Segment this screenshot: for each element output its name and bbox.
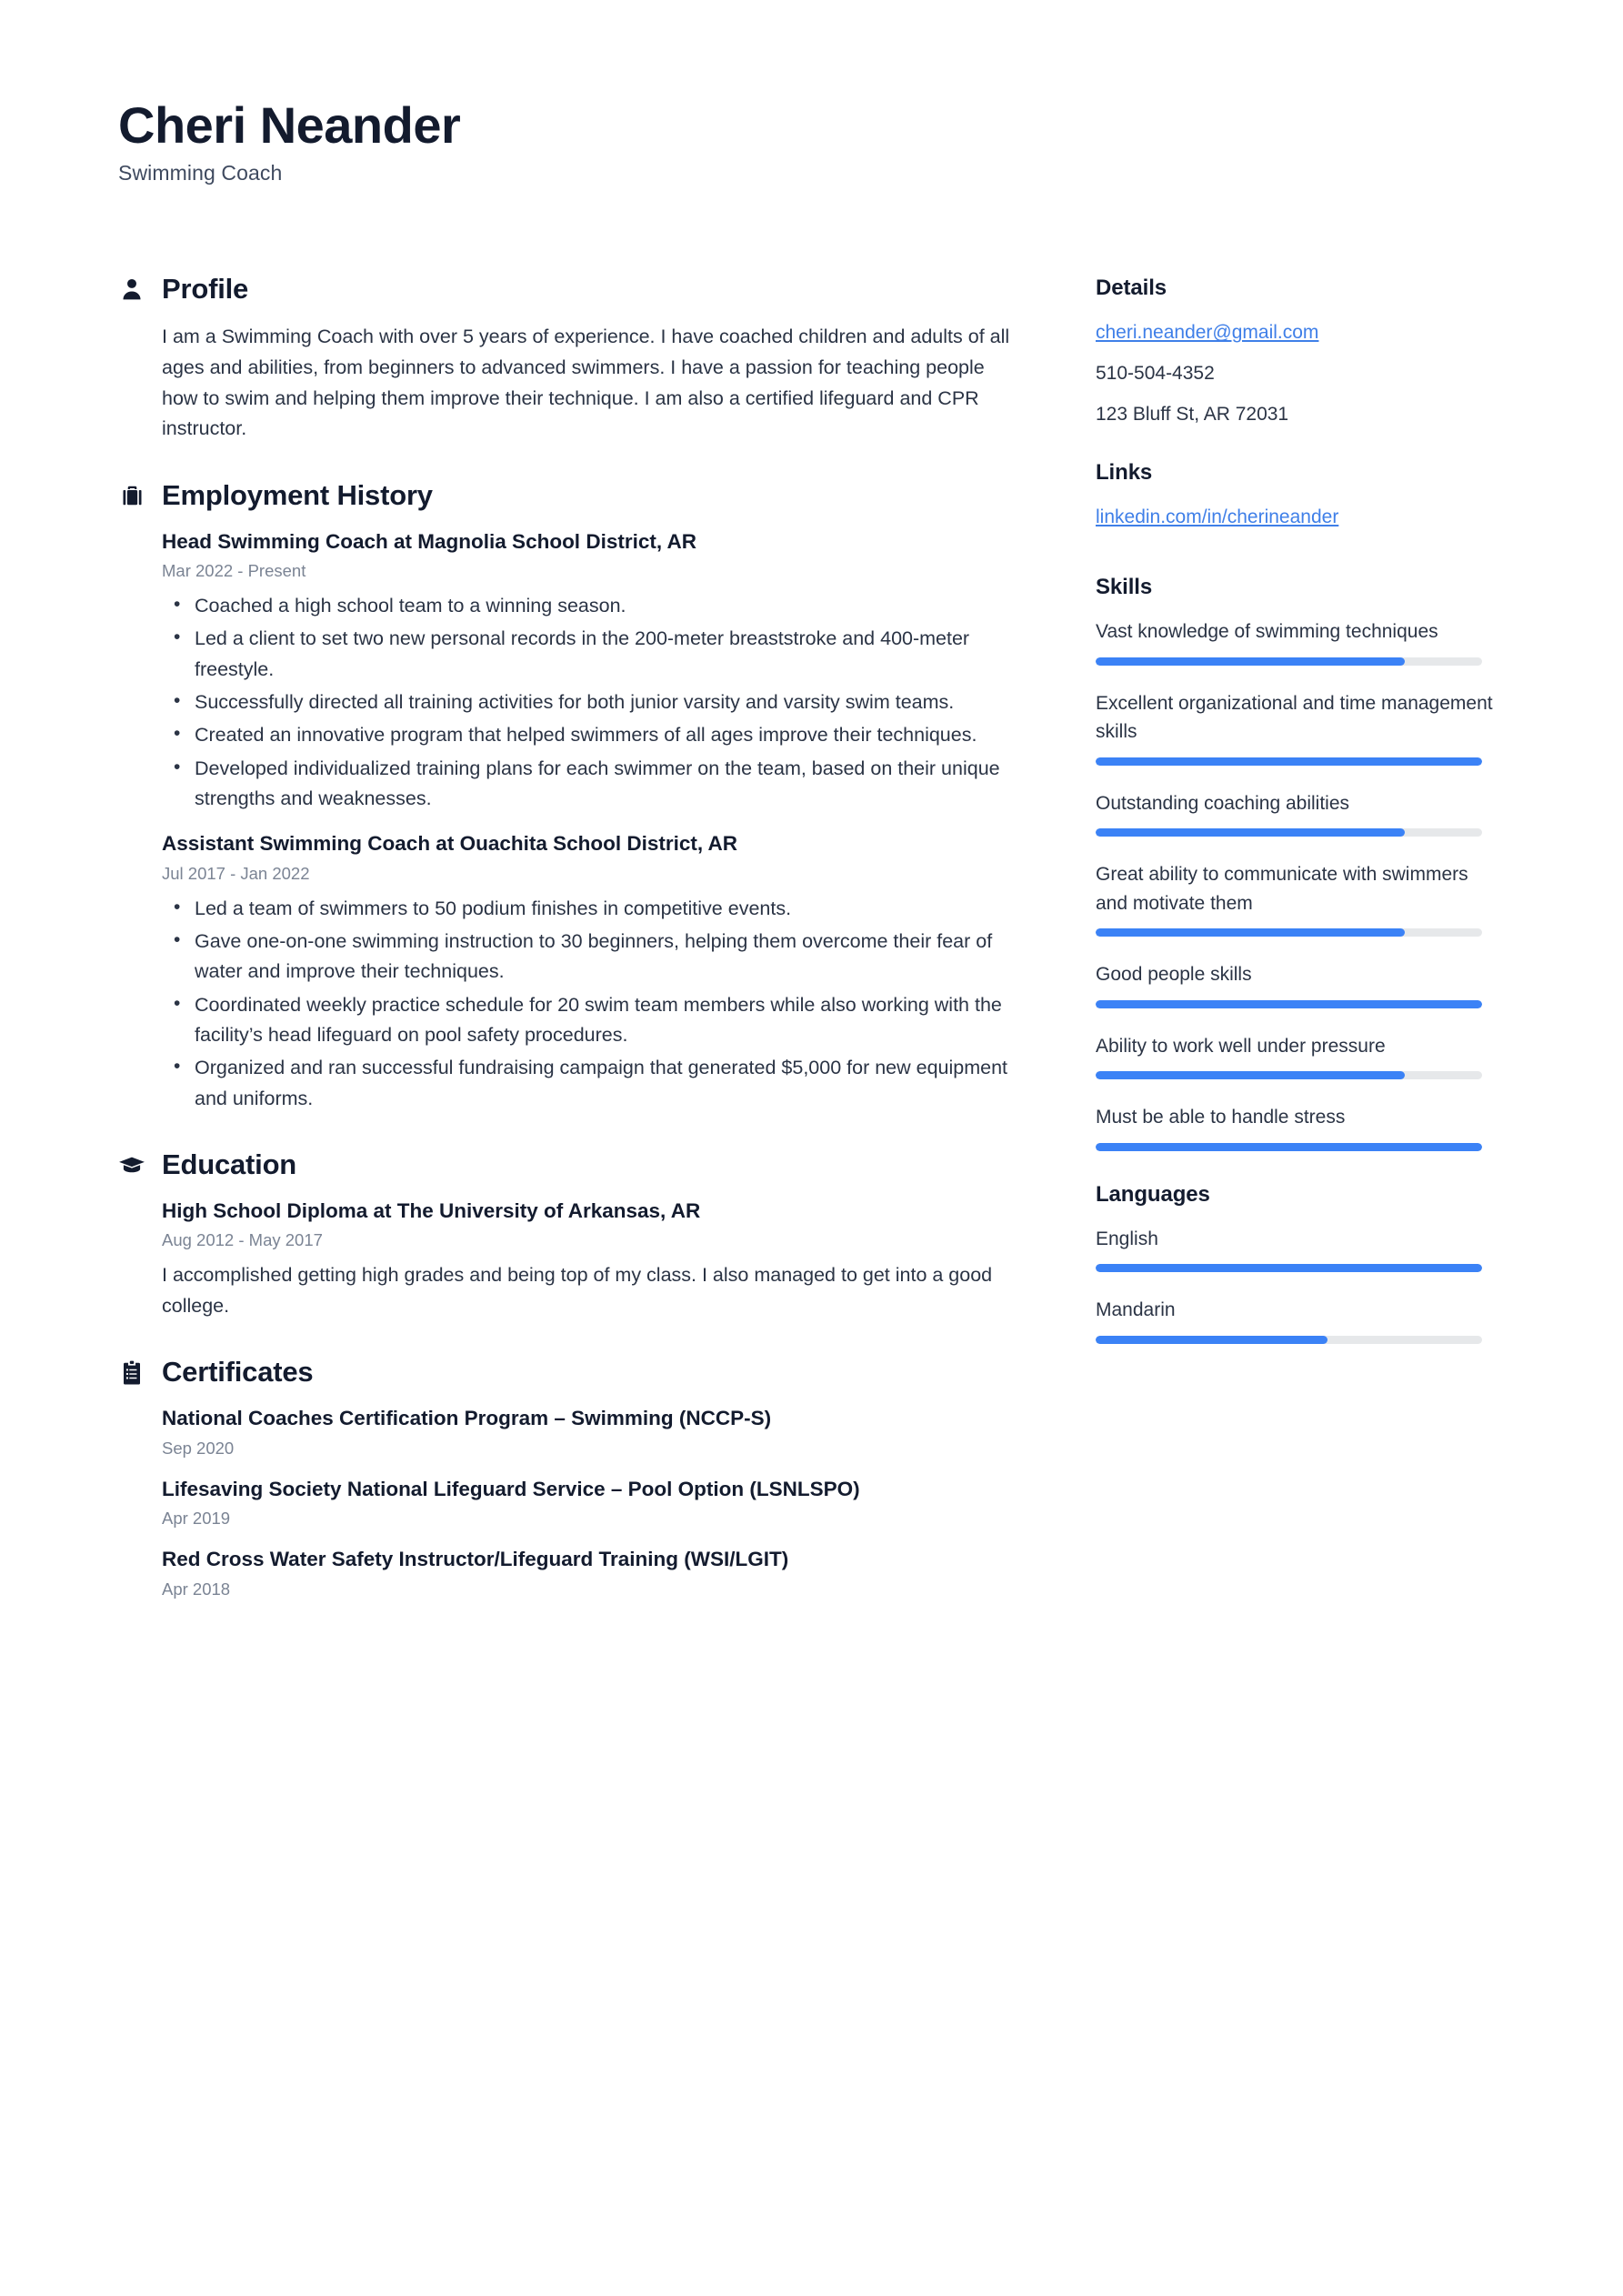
entry-date: Mar 2022 - Present [162,560,306,580]
employment-entry [162,830,1018,1114]
language-bar-fill [1096,1336,1327,1344]
section-employment-title: Employment History [162,478,433,511]
sidebar-details-title: Details [1096,276,1167,301]
resume-header [118,98,1514,185]
sidebar-section-links [1096,460,1496,544]
skill-label: Ability to work well under pressure [1096,1035,1386,1057]
skill-bar-fill [1096,1071,1405,1079]
sidebar-column [1096,273,1496,1374]
address: 123 Bluff St, AR 72031 [1096,404,1289,426]
entry-date: Sep 2020 [162,1438,235,1458]
language-bar-fill [1096,1264,1482,1272]
section-certificates [118,1356,1018,1599]
entry-date: Aug 2012 - May 2017 [162,1230,323,1250]
sidebar-section-skills [1096,575,1496,1151]
section-education-title: Education [162,1148,297,1180]
sidebar-skills-title: Skills [1096,575,1153,600]
entry-title: Lifesaving Society National Lifeguard Service – Pool Option (LSNLSPO) [162,1477,860,1500]
list-item: • Gave one-on-one swimming instruction to 30 beginners, helping them overcome their fear of water and improve their techniques. [162,927,1018,988]
certificate-entry [162,1546,1018,1599]
skill-bar-track [1096,828,1482,837]
skill-item [1096,789,1496,837]
skill-bar-track [1096,1143,1482,1151]
sidebar-section-languages [1096,1182,1496,1344]
graduation-cap-icon [118,1149,145,1180]
email-link[interactable]: cheri.neander@gmail.com [1096,322,1319,344]
skill-label: Good people skills [1096,964,1252,986]
page-title: Cheri Neander [118,96,461,154]
section-education-header [118,1148,1018,1181]
list-item: • Created an innovative program that helped swimmers of all ages improve their techniques. [162,720,1018,750]
certificate-entry [162,1476,1018,1529]
list-item: • Led a team of swimmers to 50 podium finishes in competitive events. [162,894,1018,924]
skill-label: Must be able to handle stress [1096,1107,1346,1128]
skill-bar-track [1096,757,1482,766]
entry-title: National Coaches Certification Program – Swimming (NCCP-S) [162,1407,772,1430]
entry-date: Apr 2018 [162,1579,231,1599]
section-certificates-body [118,1405,1018,1599]
list-item: • Developed individualized training plans for each swimmer on the team, based on their unique strengths and weaknesses. [162,754,1018,815]
list-item: • Successfully directed all training activities for both junior varsity and varsity swim teams. [162,687,1018,717]
section-profile-body [118,322,1018,444]
section-profile-title: Profile [162,273,249,306]
skill-bar-track [1096,1071,1482,1079]
skill-label: Excellent organizational and time management skills [1096,692,1493,743]
person-icon [118,274,145,305]
entry-title: Head Swimming Coach at Magnolia School District, AR [162,529,696,553]
skill-bar-fill [1096,1143,1482,1151]
skill-bar-track [1096,657,1482,666]
section-profile-header [118,273,1018,306]
job-title: Swimming Coach [118,161,283,185]
employment-entry [162,528,1018,815]
skill-item [1096,1103,1496,1151]
skill-item [1096,860,1496,937]
profile-text: I am a Swimming Coach with over 5 years of experience. I have coached children and adults of all ages and abilities, from beginners to advanced swimmers. I have a passion for teaching people how to swim and helping them improve their technique. I am also a certified lifeguard and CPR instructor. [162,326,1010,440]
section-education [118,1148,1018,1321]
skill-bar-track [1096,928,1482,937]
phone-number: 510-504-4352 [1096,363,1215,385]
section-profile [118,273,1018,444]
skill-bar-fill [1096,757,1482,766]
skill-label: Outstanding coaching abilities [1096,792,1350,814]
entry-title: Assistant Swimming Coach at Ouachita School District, AR [162,832,738,856]
entry-date: Apr 2019 [162,1509,231,1529]
list-item: • Coordinated weekly practice schedule for 20 swim team members while also working with the facility’s head lifeguard on pool safety procedures. [162,990,1018,1051]
entry-title: High School Diploma at The University of Arkansas, AR [162,1198,701,1222]
skill-bar-fill [1096,928,1405,937]
skill-item [1096,617,1496,666]
language-label: Mandarin [1096,1299,1176,1321]
language-item [1096,1296,1496,1344]
clipboard-icon [118,1357,145,1388]
list-item: • Organized and ran successful fundraising campaign that generated $5,000 for new equipment and uniforms. [162,1053,1018,1114]
language-bar-track [1096,1336,1482,1344]
main-column [118,273,1018,1634]
skill-bar-track [1096,1000,1482,1008]
entry-date: Jul 2017 - Jan 2022 [162,863,310,883]
sidebar-links-title: Links [1096,460,1153,486]
skill-bar-fill [1096,657,1405,666]
skill-label: Great ability to communicate with swimmers and motivate them [1096,864,1468,914]
entry-description: I accomplished getting high grades and being top of my class. I also managed to get into a good college. [162,1264,993,1317]
list-item: • Led a client to set two new personal records in the 200-meter breaststroke and 400-meter freestyle. [162,624,1018,685]
certificate-entry [162,1405,1018,1459]
skill-item [1096,960,1496,1008]
skill-bar-fill [1096,1000,1482,1008]
language-item [1096,1225,1496,1273]
briefcase-icon [118,480,145,511]
list-item: • Coached a high school team to a winning season. [162,591,1018,621]
entry-bullets [162,591,1018,814]
sidebar-languages-title: Languages [1096,1181,1210,1207]
entry-title: Red Cross Water Safety Instructor/Lifeguard Training (WSI/LGIT) [162,1548,789,1571]
section-certificates-header [118,1356,1018,1389]
language-bar-track [1096,1264,1482,1272]
section-employment [118,479,1018,1114]
skill-bar-fill [1096,828,1405,837]
resume-columns [118,273,1514,1634]
skill-item [1096,1032,1496,1080]
section-employment-body [118,528,1018,1114]
sidebar-section-details [1096,276,1496,429]
language-label: English [1096,1228,1158,1249]
entry-bullets [162,894,1018,1114]
skill-label: Vast knowledge of swimming techniques [1096,621,1438,643]
section-education-body [118,1198,1018,1321]
skill-item [1096,689,1496,766]
section-certificates-title: Certificates [162,1356,314,1389]
section-employment-header [118,479,1018,512]
education-entry [162,1198,1018,1321]
linkedin-link[interactable]: linkedin.com/in/cherineander [1096,506,1339,528]
